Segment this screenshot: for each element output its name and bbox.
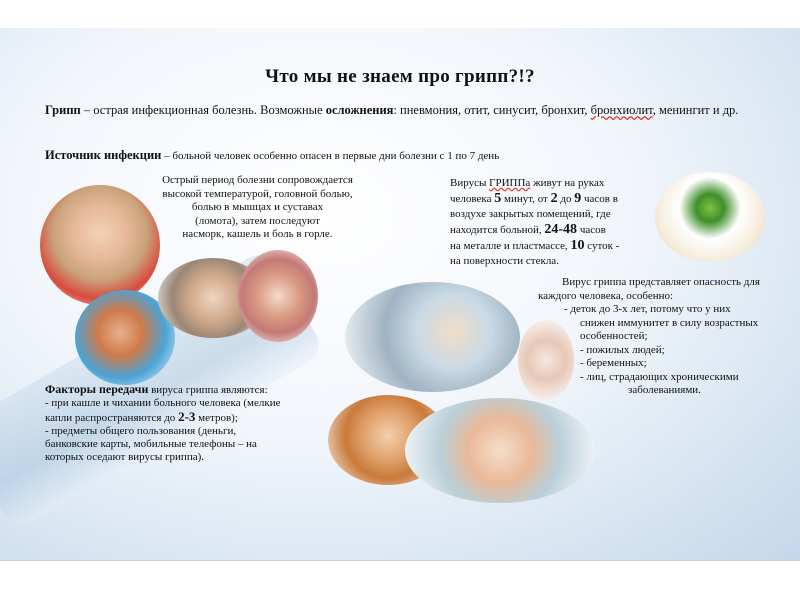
complications-end: , менингит и др. bbox=[652, 103, 739, 117]
risk-groups-text bbox=[530, 276, 792, 398]
photo-elderly-woman-mask bbox=[345, 282, 520, 392]
virus-life-text: живут на руках bbox=[530, 177, 605, 189]
flu-definition bbox=[45, 103, 785, 117]
photo-woman-tissue bbox=[238, 250, 318, 342]
number-24-48: 24-48 bbox=[544, 222, 578, 237]
virus-life-text: воздухе закрытых помещений, где bbox=[450, 208, 611, 220]
virus-life-text: на поверхности стекла. bbox=[450, 255, 559, 267]
flu-definition-text: – острая инфекционная болезнь. Возможные bbox=[80, 103, 326, 117]
factor-item: - при кашле и чихании больного человека (мелкие bbox=[45, 397, 281, 409]
virus-survival-text bbox=[450, 176, 645, 269]
page-title: Что мы не знаем про грипп?!? bbox=[265, 66, 535, 87]
complications-label: осложнения bbox=[325, 103, 394, 117]
risk-item-elderly: - пожилых людей; bbox=[580, 343, 665, 356]
virus-life-text: на металле и пластмассе, bbox=[450, 240, 571, 252]
infection-source-text: – больной человек особенно опасен в первые дни болезни с 1 по 7 день bbox=[161, 150, 500, 162]
infection-source-label: Источник инфекции bbox=[45, 148, 162, 162]
number-9: 9 bbox=[574, 191, 582, 206]
factor-item: которых оседают вирусы гриппа). bbox=[45, 451, 205, 463]
virus-life-text: минут, от bbox=[501, 193, 551, 205]
risk-item-children: - деток до 3-х лет, потому что у них bbox=[564, 303, 731, 315]
number-10: 10 bbox=[570, 238, 585, 253]
factor-item: - предметы общего пользования (деньги, bbox=[45, 425, 237, 437]
virus-life-text: часов bbox=[577, 224, 606, 236]
bronchiolitis-word: бронхиолит bbox=[590, 103, 653, 117]
acute-line: (ломота), затем последуют bbox=[195, 214, 320, 227]
photo-baby-thermometer bbox=[405, 398, 595, 503]
acute-line: насморк, кашель и боль в горле. bbox=[182, 228, 333, 240]
virus-life-text: находится больной, bbox=[450, 224, 545, 236]
factor-item: капли распространяются до bbox=[45, 412, 179, 424]
risk-item-chronic: заболеваниями. bbox=[628, 384, 701, 396]
flu-word: ГРИППа bbox=[489, 177, 531, 189]
transmission-factors-text bbox=[45, 383, 315, 464]
acute-line: высокой температурой, головной болью, bbox=[162, 187, 353, 200]
virus-life-text: суток - bbox=[584, 240, 620, 252]
virus-life-text: до bbox=[557, 193, 575, 205]
photo-virus-germs bbox=[655, 172, 765, 262]
term-flu: Грипп bbox=[45, 103, 81, 117]
acute-period-text bbox=[115, 174, 400, 242]
factor-item: банковские карты, мобильные телефоны – на bbox=[45, 438, 257, 450]
virus-life-text: Вирусы bbox=[450, 177, 490, 189]
infection-source bbox=[45, 148, 785, 163]
acute-line: болью в мышцах и суставах bbox=[191, 201, 324, 213]
number-5: 5 bbox=[494, 191, 502, 206]
virus-life-text: человека bbox=[450, 193, 495, 205]
risk-item-children: снижен иммунитет в силу возрастных bbox=[580, 316, 759, 329]
risk-intro: Вирус гриппа представляет опасность для bbox=[562, 276, 760, 288]
risk-item-pregnant: - беременных; bbox=[580, 357, 647, 369]
complications-list: : пневмония, отит, синусит, бронхит, bbox=[393, 103, 591, 117]
acute-line: Острый период болезни сопровождается bbox=[162, 174, 353, 186]
transmission-factors-intro: вируса гриппа являются: bbox=[148, 384, 268, 396]
distance-number: 2-3 bbox=[178, 409, 196, 424]
transmission-factors-label: Факторы передачи bbox=[45, 382, 149, 396]
factor-item: метров); bbox=[195, 412, 238, 424]
number-2: 2 bbox=[550, 191, 558, 206]
virus-life-text: часов в bbox=[581, 193, 618, 205]
risk-item-children: особенностей; bbox=[580, 330, 648, 342]
risk-item-chronic: - лиц, страдающих хроническими bbox=[580, 370, 739, 383]
risk-intro: каждого человека, особенно: bbox=[538, 289, 674, 302]
